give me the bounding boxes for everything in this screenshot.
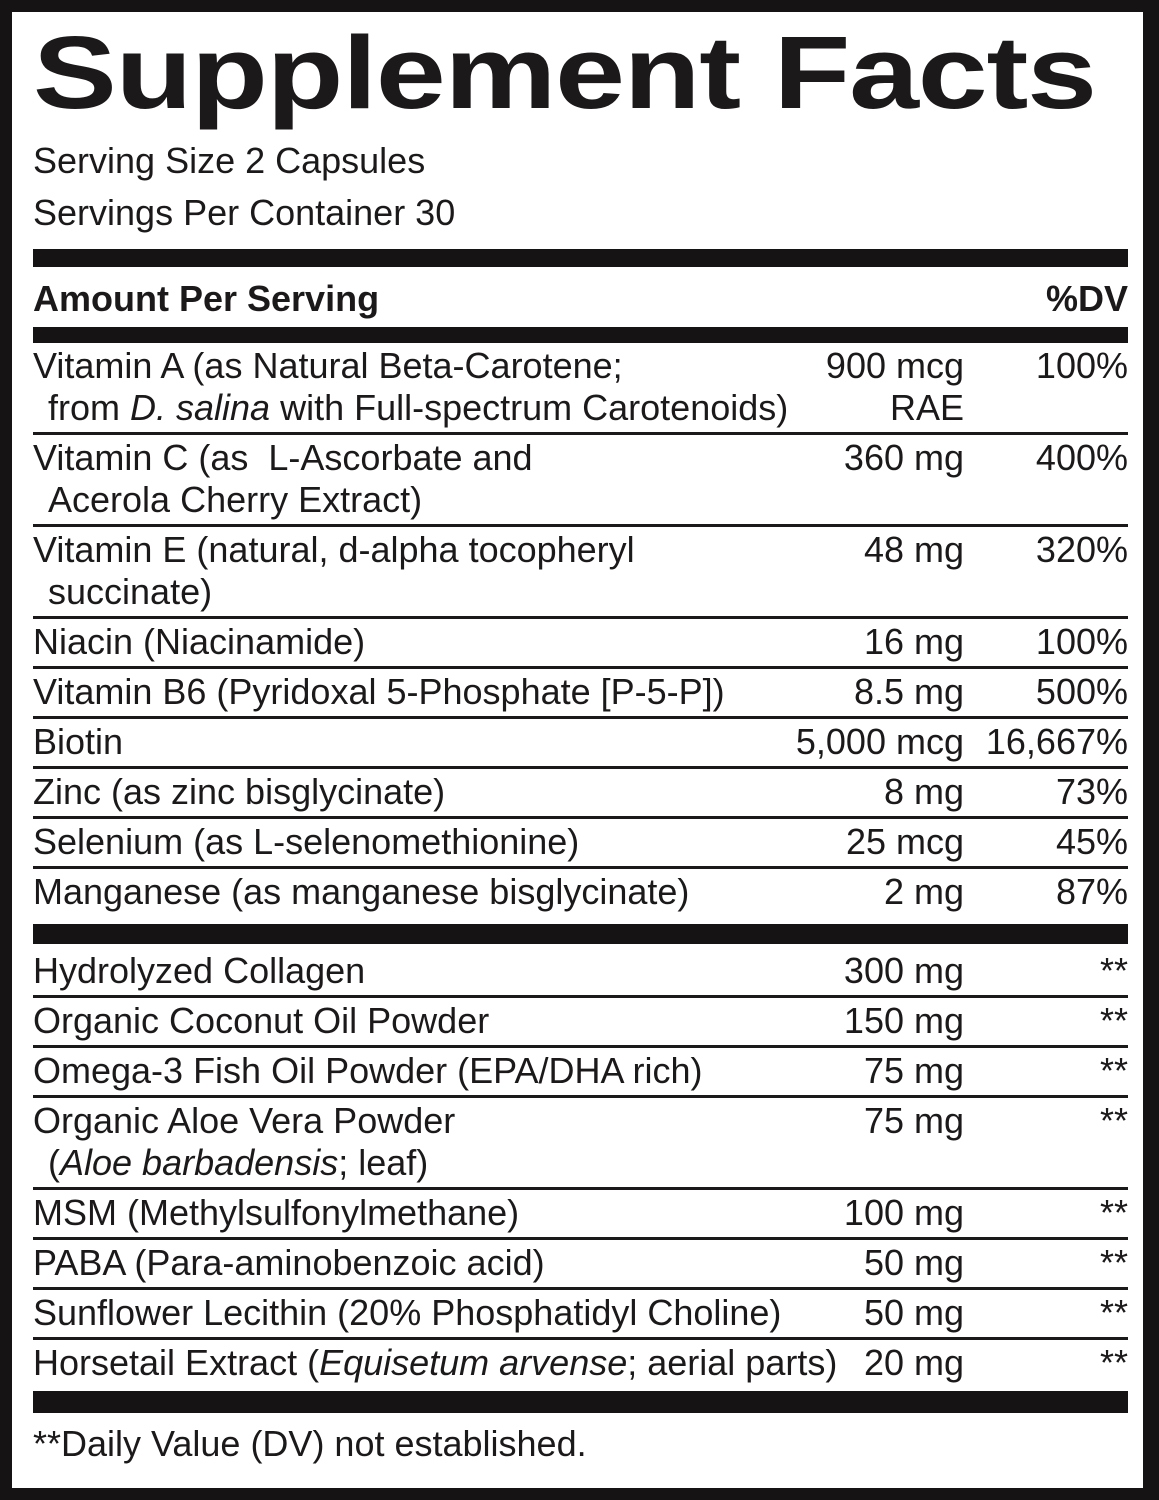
ingredient-name-text: Aloe barbadensis — [60, 1142, 339, 1184]
amount-value: 2 mg — [883, 871, 964, 913]
panel-title: Supplement Facts — [33, 15, 1096, 130]
ingredient-name-text: PABA (Para-aminobenzoic acid) — [33, 1242, 545, 1284]
ingredient-amount — [796, 721, 964, 763]
amount-value: 50 mg — [863, 1292, 964, 1334]
ingredient-amount — [844, 1000, 964, 1042]
ingredient-amount — [854, 671, 964, 713]
ingredient-dv: ** — [1099, 1342, 1128, 1384]
ingredient-dv: ** — [1099, 1000, 1128, 1042]
ingredient-dv: ** — [1099, 1192, 1128, 1234]
percent-dv-header: %DV — [1045, 278, 1128, 320]
ingredient-dv: ** — [1099, 950, 1128, 992]
ingredient-name-text: Hydrolyzed Collagen — [33, 950, 366, 992]
ingredient-amount — [844, 950, 964, 992]
amount-value: 8 mg — [883, 771, 964, 813]
ingredient-amount — [826, 345, 964, 429]
ingredient-dv: ** — [1099, 1050, 1128, 1092]
ingredient-name-text: MSM (Methylsulfonylmethane) — [33, 1192, 520, 1234]
ingredient-name-text: Organic Aloe Vera Powder — [33, 1100, 456, 1142]
ingredient-dv: 320% — [1035, 529, 1128, 571]
table-row — [33, 998, 1128, 1048]
ingredient-name-text: with Full-spectrum Carotenoids) — [270, 387, 789, 429]
ingredient-amount — [864, 529, 964, 571]
ingredient-amount — [864, 1342, 964, 1384]
table-header-row — [33, 267, 1128, 327]
table-row — [33, 948, 1128, 998]
amount-value: 75 mg — [863, 1050, 964, 1092]
ingredient-name-text: Horsetail Extract ( — [33, 1342, 320, 1384]
table-row — [33, 1340, 1128, 1387]
ingredient-name-text: Zinc (as zinc bisglycinate) — [33, 771, 446, 813]
amount-value: 48 mg — [863, 529, 964, 571]
table-row — [33, 869, 1128, 916]
nutrient-table — [33, 343, 1128, 1413]
ingredient-dv: 16,667% — [985, 721, 1128, 763]
ingredient-name-text: succinate) — [48, 571, 213, 613]
amount-value: 150 mg — [843, 1000, 964, 1042]
amount-unit-line: RAE — [889, 387, 964, 429]
daily-value-footnote: **Daily Value (DV) not established. — [33, 1423, 587, 1465]
ingredient-name-text: from — [48, 387, 131, 429]
ingredient-dv: 45% — [1055, 821, 1128, 863]
ingredient-name-text: Selenium (as L-selenomethionine) — [33, 821, 580, 863]
ingredient-dv: ** — [1099, 1242, 1128, 1284]
ingredient-dv: 400% — [1035, 437, 1128, 479]
ingredient-amount — [864, 1100, 964, 1142]
ingredient-amount — [844, 1192, 964, 1234]
ingredient-amount — [884, 871, 964, 913]
serving-size: Serving Size 2 Capsules — [33, 140, 426, 182]
ingredient-name-text: Manganese (as manganese bisglycinate) — [33, 871, 690, 913]
ingredient-dv: 100% — [1035, 621, 1128, 663]
ingredient-name-text: Niacin (Niacinamide) — [33, 621, 366, 663]
ingredient-name-text: Vitamin B6 (Pyridoxal 5-Phosphate [P-5-P]) — [33, 671, 725, 713]
table-row — [33, 435, 1128, 527]
ingredient-name-line — [33, 1142, 1128, 1184]
ingredient-dv: ** — [1099, 1292, 1128, 1334]
ingredient-name-text: ; aerial parts) — [627, 1342, 838, 1384]
ingredient-name-text: ( — [48, 1142, 60, 1184]
ingredient-amount — [846, 821, 964, 863]
amount-value: 50 mg — [863, 1242, 964, 1284]
ingredient-name-text: Vitamin E (natural, d-alpha tocopheryl — [33, 529, 635, 571]
ingredient-amount — [864, 1242, 964, 1284]
ingredient-dv: 87% — [1055, 871, 1128, 913]
ingredient-name-text: Vitamin C (as L-Ascorbate and — [33, 437, 533, 479]
servings-per-container: Servings Per Container 30 — [33, 192, 456, 234]
section-other-ingredients — [33, 944, 1128, 1391]
ingredient-dv: 100% — [1035, 345, 1128, 387]
table-row — [33, 527, 1128, 619]
amount-per-serving-header: Amount Per Serving — [33, 278, 380, 320]
divider-bar-below-header — [33, 327, 1128, 343]
ingredient-name-text: Biotin — [33, 721, 124, 763]
table-row — [33, 819, 1128, 869]
amount-value: 75 mg — [863, 1100, 964, 1142]
amount-value: 16 mg — [863, 621, 964, 663]
table-row — [33, 719, 1128, 769]
table-row — [33, 1048, 1128, 1098]
ingredient-dv: 500% — [1035, 671, 1128, 713]
amount-value: 300 mg — [843, 950, 964, 992]
amount-value: 360 mg — [843, 437, 964, 479]
ingredient-name-text: Vitamin A (as Natural Beta-Carotene; — [33, 345, 623, 387]
ingredient-name-text: Sunflower Lecithin (20% Phosphatidyl Choline) — [33, 1292, 782, 1334]
ingredient-dv: ** — [1099, 1100, 1128, 1142]
amount-value: 100 mg — [843, 1192, 964, 1234]
table-row — [33, 1290, 1128, 1340]
table-row — [33, 343, 1128, 435]
section-vitamins-and-minerals — [33, 343, 1128, 924]
ingredient-name-text: Organic Coconut Oil Powder — [33, 1000, 490, 1042]
ingredient-name-line — [33, 479, 1128, 521]
amount-value: 25 mcg — [845, 821, 964, 863]
ingredient-name-text: Equisetum arvense — [319, 1342, 628, 1384]
ingredient-name-text: Omega-3 Fish Oil Powder (EPA/DHA rich) — [33, 1050, 703, 1092]
ingredient-amount — [864, 1050, 964, 1092]
table-row — [33, 1190, 1128, 1240]
ingredient-amount — [864, 1292, 964, 1334]
amount-value: 900 mcg — [825, 345, 964, 387]
ingredient-name-text: Acerola Cherry Extract) — [48, 479, 423, 521]
ingredient-amount — [864, 621, 964, 663]
bottom-divider-bar — [33, 1391, 1128, 1413]
table-row — [33, 669, 1128, 719]
amount-value: 20 mg — [863, 1342, 964, 1384]
table-row — [33, 1240, 1128, 1290]
ingredient-name-text: ; leaf) — [338, 1142, 429, 1184]
divider-bar-above-header — [33, 249, 1128, 267]
ingredient-amount — [844, 437, 964, 479]
table-row — [33, 769, 1128, 819]
amount-value: 8.5 mg — [853, 671, 964, 713]
amount-value: 5,000 mcg — [795, 721, 964, 763]
table-row — [33, 1098, 1128, 1190]
ingredient-name-line — [33, 571, 1128, 613]
ingredient-name-text: D. salina — [130, 387, 271, 429]
table-row — [33, 619, 1128, 669]
section-divider-bar — [33, 924, 1128, 944]
ingredient-dv: 73% — [1055, 771, 1128, 813]
ingredient-amount — [884, 771, 964, 813]
